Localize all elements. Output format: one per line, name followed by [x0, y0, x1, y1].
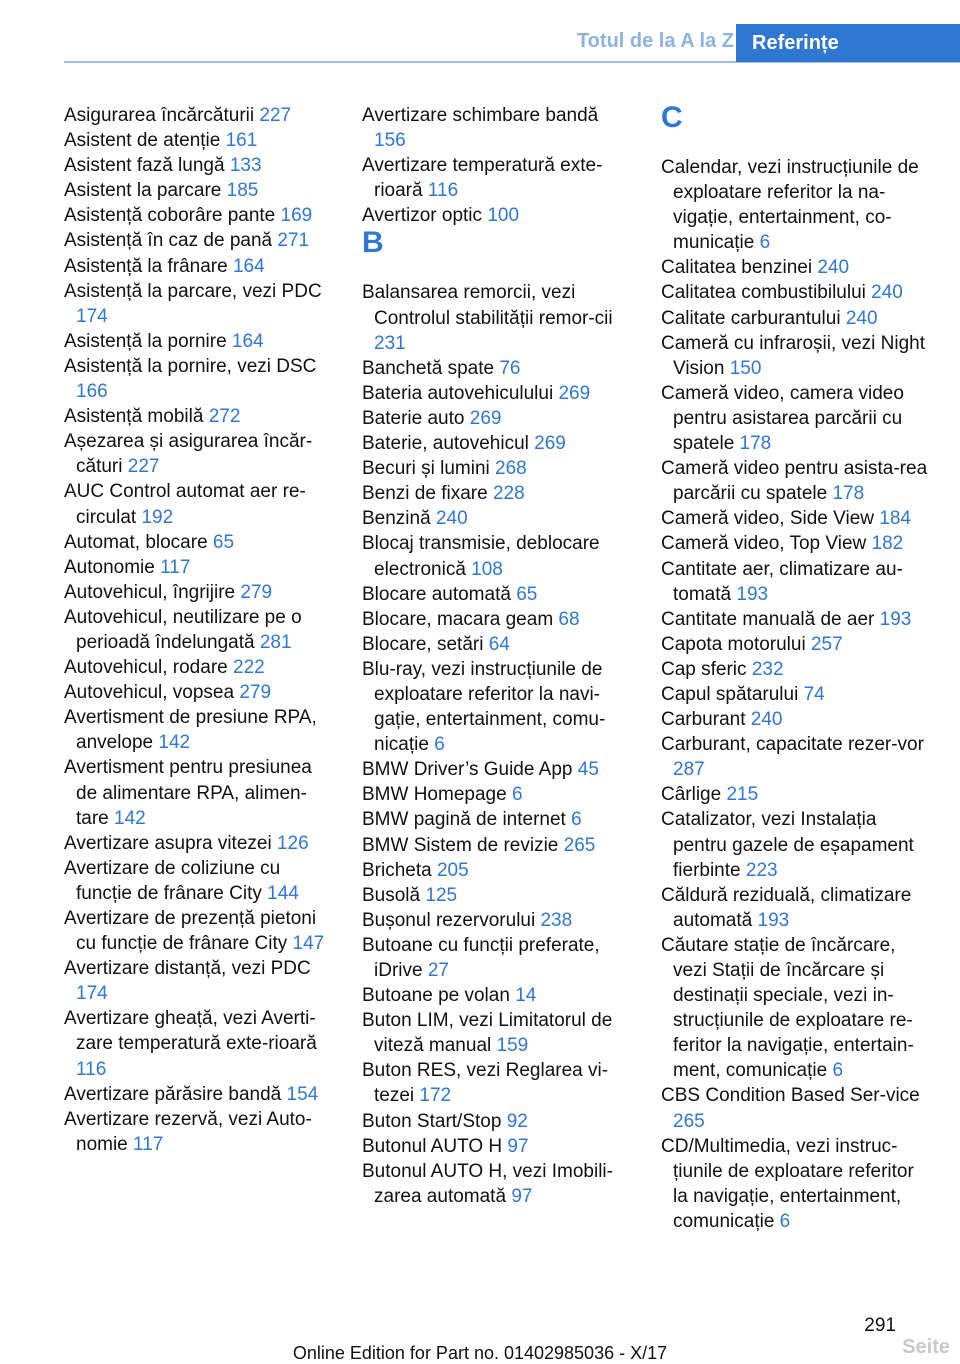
- index-entry: [661, 456, 933, 506]
- page-reference-link[interactable]: 169: [280, 205, 313, 227]
- index-term: Buton LIM, vezi Limitatorul de viteză manual: [362, 1010, 613, 1057]
- index-entry: [362, 983, 632, 1008]
- index-term: Cantitate manuală de aer: [661, 608, 880, 630]
- index-term: Bricheta: [362, 859, 437, 881]
- index-entry: [362, 657, 632, 757]
- index-entry: [661, 632, 933, 657]
- index-entry: [362, 833, 632, 858]
- index-entry: [661, 280, 933, 305]
- index-term: Avertizare gheață, vezi Averti‐zare temperatură exte‐rioară: [64, 1008, 317, 1055]
- index-term: Avertisment de presiune RPA, anvelope: [64, 707, 317, 754]
- page-number: 291: [864, 1315, 896, 1336]
- index-entry: [64, 530, 336, 555]
- index-term: Asistență la pornire: [64, 330, 232, 352]
- page-reference-link[interactable]: 182: [871, 533, 904, 555]
- index-term: BMW pagină de internet: [362, 809, 572, 831]
- index-term: Asistență mobilă: [64, 406, 209, 428]
- index-entry: [64, 680, 336, 705]
- index-term: Asistență la frânare: [64, 255, 233, 277]
- index-entry: [661, 607, 933, 632]
- index-column-1: [64, 103, 336, 1157]
- page-reference-link[interactable]: 222: [233, 657, 265, 679]
- index-term: Avertizare părăsire bandă: [64, 1083, 287, 1105]
- index-entry: [64, 479, 336, 529]
- page-reference-link[interactable]: 238: [540, 909, 573, 931]
- index-entry: [64, 555, 336, 580]
- page-reference-link[interactable]: 14: [515, 985, 537, 1007]
- page-reference-link[interactable]: 100: [487, 205, 520, 227]
- page-reference-link[interactable]: 117: [160, 556, 191, 578]
- index-entry: [64, 279, 336, 329]
- index-entry: [362, 632, 632, 657]
- page-reference-link[interactable]: 193: [757, 909, 790, 931]
- page-reference-link[interactable]: 279: [240, 581, 273, 603]
- page-reference-link[interactable]: 6: [511, 784, 523, 806]
- index-term: BMW Driver’s Guide App: [362, 759, 578, 781]
- index-term: Asistent de atenție: [64, 130, 226, 152]
- page-reference-link[interactable]: 240: [817, 257, 850, 279]
- index-term: BMW Homepage: [362, 784, 512, 806]
- index-term: Avertizare de prezență pietoni cu funcție de frânare City: [64, 908, 317, 955]
- index-entry: [661, 782, 933, 807]
- page-reference-link[interactable]: 178: [739, 433, 772, 455]
- index-entry: [661, 657, 933, 682]
- index-entry: [362, 356, 632, 381]
- page-reference-link[interactable]: 6: [571, 809, 582, 831]
- page-reference-link[interactable]: 192: [141, 506, 174, 528]
- index-term: Calitatea benzinei: [661, 257, 818, 279]
- index-entry: [362, 933, 632, 983]
- index-entry: [64, 1082, 336, 1107]
- page-reference-link[interactable]: 172: [419, 1085, 452, 1107]
- page-reference-link[interactable]: 281: [259, 631, 292, 653]
- page-reference-link[interactable]: 279: [239, 682, 272, 704]
- index-term: Avertizare de coliziune cu funcție de frânare City: [64, 857, 281, 904]
- index-entry: [362, 431, 632, 456]
- page-reference-link[interactable]: 287: [673, 759, 705, 781]
- index-term: Asigurarea încărcăturii: [64, 105, 260, 126]
- index-term: Autovehicul, îngrijire: [64, 581, 241, 603]
- watermark-text: Seite: [902, 1336, 950, 1358]
- page-reference-link[interactable]: 215: [726, 784, 759, 806]
- index-term: Baterie auto: [362, 407, 470, 429]
- index-column-3: [661, 103, 933, 1234]
- index-entry: [362, 1109, 632, 1134]
- index-entry: [64, 580, 336, 605]
- index-term: Buton Start/Stop: [362, 1110, 507, 1132]
- index-term: Autovehicul, rodare: [64, 657, 233, 679]
- index-term: Asistent fază lungă: [64, 155, 230, 177]
- index-term: Avertizor optic: [362, 205, 488, 227]
- page-reference-link[interactable]: 269: [558, 382, 591, 404]
- index-term: Catalizator, vezi Instalația pentru gazele de eșapament fierbinte: [661, 809, 914, 881]
- index-term: Banchetă spate: [362, 357, 500, 379]
- page-reference-link[interactable]: 64: [488, 633, 510, 655]
- page-reference-link[interactable]: 161: [225, 130, 258, 152]
- page-reference-link[interactable]: 240: [845, 307, 878, 329]
- page-reference-link[interactable]: 257: [810, 633, 843, 655]
- page-reference-link[interactable]: 271: [277, 230, 310, 252]
- index-term: Cantitate aer, climatizare au‐tomată: [661, 558, 903, 605]
- index-entry: [362, 1134, 632, 1159]
- index-term: Blocare automată: [362, 583, 517, 605]
- index-term: Buton RES, vezi Reglarea vi‐tezei: [362, 1060, 609, 1107]
- page-reference-link[interactable]: 223: [745, 859, 778, 881]
- index-term: Avertisment pentru presiunea de alimentare RPA, alimen‐tare: [64, 757, 312, 829]
- index-entry: [64, 178, 336, 203]
- index-entry: [362, 381, 632, 406]
- index-entry: [661, 807, 933, 882]
- index-term: Butoane cu funcții preferate, iDrive: [362, 934, 600, 981]
- page-reference-link[interactable]: 108: [471, 558, 503, 580]
- page-reference-link[interactable]: 156: [374, 130, 406, 152]
- index-term: Autonomie: [64, 556, 161, 578]
- page-reference-link[interactable]: 65: [516, 583, 538, 605]
- index-entry: [661, 506, 933, 531]
- page-reference-link[interactable]: 116: [427, 180, 459, 202]
- index-entry: [362, 103, 632, 153]
- page-reference-link[interactable]: 144: [267, 882, 299, 904]
- index-entry: [362, 782, 632, 807]
- page-reference-link[interactable]: 97: [507, 1135, 529, 1157]
- index-entry: [64, 655, 336, 680]
- page-reference-link[interactable]: 166: [76, 381, 108, 403]
- index-term: Carburant: [661, 709, 751, 731]
- index-term: Busolă: [362, 884, 426, 906]
- index-term: Blu-ray, vezi instrucțiunile de exploatare referitor la navi‐gație, entertainment, comu‐nicație: [362, 658, 606, 756]
- index-entry: [362, 582, 632, 607]
- index-term: BMW Sistem de revizie: [362, 834, 564, 856]
- index-entry: [64, 605, 336, 655]
- index-term: Autovehicul, neutilizare pe o perioadă îndelungată: [64, 606, 302, 653]
- index-term: Calitatea combustibilului: [661, 282, 872, 304]
- page-reference-link[interactable]: 6: [434, 734, 445, 756]
- page-reference-link[interactable]: 116: [76, 1058, 107, 1080]
- index-column-2: [362, 103, 632, 1209]
- page-reference-link[interactable]: 68: [558, 608, 580, 630]
- index-entry: [64, 1107, 336, 1157]
- page-reference-link[interactable]: 65: [212, 531, 235, 553]
- page-reference-link[interactable]: 164: [231, 330, 264, 352]
- index-entry: [661, 707, 933, 732]
- index-entry: [661, 732, 933, 782]
- page-reference-link[interactable]: 76: [499, 357, 521, 379]
- index-entry: [661, 331, 933, 381]
- index-entry: [64, 228, 336, 253]
- index-term: Becuri și lumini: [362, 458, 496, 480]
- index-term: Cameră cu infraroșii, vezi Night Vision: [661, 332, 925, 379]
- page-reference-link[interactable]: 240: [435, 508, 468, 530]
- page-reference-link[interactable]: 240: [871, 282, 903, 304]
- page-reference-link[interactable]: 142: [114, 807, 146, 829]
- index-term: Calitate carburantului: [661, 307, 846, 329]
- index-entry: [64, 831, 336, 856]
- index-term: Căutare stație de încărcare, vezi Stații de încărcare și destinații speciale, vezi in‐strucțiunile de exploatare re‐feritor la navigație, entertain‐ment, comunicație: [661, 934, 914, 1082]
- page-reference-link[interactable]: 228: [492, 483, 525, 505]
- index-term: Avertizare temperatură exte‐rioară: [362, 155, 603, 202]
- page-reference-link[interactable]: 268: [495, 458, 527, 480]
- index-entry: [64, 128, 336, 153]
- index-term: Căldură reziduală, climatizare automată: [661, 884, 912, 931]
- index-entry: [362, 153, 632, 203]
- page-reference-link[interactable]: 227: [127, 456, 160, 478]
- index-term: Cap sferic: [661, 658, 752, 680]
- index-letter-heading: C: [661, 101, 683, 134]
- page-reference-link[interactable]: 174: [76, 983, 108, 1005]
- index-entry: [64, 429, 336, 479]
- page-reference-link[interactable]: 45: [577, 759, 599, 781]
- page-reference-link[interactable]: 185: [226, 180, 259, 202]
- page-reference-link[interactable]: 154: [286, 1083, 319, 1105]
- index-term: Carburant, capacitate rezer‐vor: [661, 734, 924, 756]
- index-entry: [362, 883, 632, 908]
- page-reference-link[interactable]: 6: [759, 232, 771, 254]
- page-reference-link[interactable]: 164: [232, 255, 265, 277]
- page-reference-link[interactable]: 240: [750, 709, 783, 731]
- index-entry: [661, 155, 933, 255]
- index-term: Capota motorului: [661, 633, 811, 655]
- page-reference-link[interactable]: 6: [779, 1210, 791, 1232]
- index-term: Butoane pe volan: [362, 985, 516, 1007]
- index-entry: [362, 1008, 632, 1058]
- index-entry: [362, 481, 632, 506]
- index-term: Automat, blocare: [64, 531, 213, 553]
- index-term: Blocare, setări: [362, 633, 489, 655]
- index-entry: [64, 153, 336, 178]
- index-entry: [661, 883, 933, 933]
- page-reference-link[interactable]: 231: [374, 332, 406, 354]
- index-entry: [661, 682, 933, 707]
- index-term: Baterie, autovehicul: [362, 433, 535, 455]
- page-reference-link[interactable]: 142: [158, 732, 191, 754]
- page-reference-link[interactable]: 269: [469, 407, 502, 429]
- index-letter-heading: B: [362, 226, 384, 260]
- page-reference-link[interactable]: 126: [276, 832, 309, 854]
- index-entry: [362, 1159, 632, 1209]
- index-entry: [64, 203, 336, 228]
- page-reference-link[interactable]: 193: [736, 583, 769, 605]
- page-reference-link[interactable]: 269: [534, 433, 566, 455]
- index-entry: [661, 531, 933, 556]
- index-entry: [362, 506, 632, 531]
- page-reference-link[interactable]: 265: [563, 834, 596, 856]
- index-term: Avertizare asupra vitezei: [64, 832, 277, 854]
- index-entry: [661, 1083, 933, 1133]
- page-reference-link[interactable]: 272: [208, 406, 241, 428]
- page-reference-link[interactable]: 205: [436, 859, 469, 881]
- index-term: AUC Control automat aer re‐circulat: [64, 481, 306, 528]
- index-entry: [64, 1006, 336, 1081]
- page-reference-link[interactable]: 117: [133, 1133, 164, 1155]
- index-entry: [362, 607, 632, 632]
- index-term: Avertizare rezervă, vezi Auto‐nomie: [64, 1108, 312, 1155]
- index-entry: [64, 354, 336, 404]
- index-entry: [362, 807, 632, 832]
- index-entry: [661, 381, 933, 456]
- page-reference-link[interactable]: 178: [832, 483, 865, 505]
- index-term: Asistență în caz de pană: [64, 230, 278, 252]
- index-entry: [362, 858, 632, 883]
- index-term: Asistență la pornire, vezi DSC: [64, 355, 317, 377]
- index-entry: [64, 103, 336, 128]
- chapter-tab: Referințe: [736, 24, 960, 62]
- index-entry: [64, 329, 336, 354]
- index-term: Asistență coborâre pante: [64, 205, 281, 227]
- index-term: CBS Condition Based Ser‐vice: [661, 1085, 920, 1107]
- page-reference-link[interactable]: 159: [496, 1035, 529, 1057]
- index-entry: [362, 1058, 632, 1108]
- page-reference-link[interactable]: 125: [425, 884, 458, 906]
- page-reference-link[interactable]: 97: [511, 1185, 533, 1207]
- section-title: Totul de la A la Z: [576, 30, 734, 52]
- index-term: Cameră video pentru asista‐rea parcării cu spatele: [661, 458, 928, 505]
- page-reference-link[interactable]: 6: [832, 1060, 844, 1082]
- index-entry: [362, 456, 632, 481]
- page-reference-link[interactable]: 133: [229, 155, 262, 177]
- index-term: CD/Multimedia, vezi instruc‐țiunile de exploatare referitor la navigație, entertainment, comunicație: [661, 1135, 914, 1232]
- index-entry: [64, 956, 336, 1006]
- index-entry: [661, 1134, 933, 1234]
- page-reference-link[interactable]: 232: [751, 658, 784, 680]
- index-term: Autovehicul, vopsea: [64, 682, 240, 704]
- index-term: Balansarea remorcii, vezi Controlul stabilității remor‐cii: [362, 282, 613, 329]
- index-entry: [661, 557, 933, 607]
- index-entry: [661, 255, 933, 280]
- page-header: [0, 24, 960, 62]
- page-reference-link[interactable]: 92: [506, 1110, 528, 1132]
- index-term: Butonul AUTO H, vezi Imobili‐zarea automată: [362, 1160, 613, 1207]
- index-entry: [362, 406, 632, 431]
- index-entry: [64, 856, 336, 906]
- index-term: Blocaj transmisie, deblocare electronică: [362, 533, 600, 580]
- index-term: Benzi de fixare: [362, 483, 493, 505]
- index-entry: [64, 705, 336, 755]
- index-term: Asistență la parcare, vezi PDC: [64, 280, 322, 302]
- index-term: Cameră video, Top View: [661, 533, 872, 555]
- index-term: Blocare, macara geam: [362, 608, 559, 630]
- page-reference-link[interactable]: 174: [76, 305, 108, 327]
- index-entry: [362, 203, 632, 228]
- index-term: Asistent la parcare: [64, 180, 227, 202]
- page-reference-link[interactable]: 265: [673, 1110, 705, 1132]
- page-reference-link[interactable]: 147: [292, 933, 325, 955]
- index-term: Benzină: [362, 508, 436, 530]
- page-reference-link[interactable]: 150: [729, 357, 762, 379]
- index-term: Capul spătarului: [661, 683, 804, 705]
- index-entry: [362, 531, 632, 581]
- index-entry: [362, 757, 632, 782]
- index-entry: [64, 254, 336, 279]
- index-term: Avertizare schimbare bandă: [362, 105, 599, 126]
- index-term: Bușonul rezervorului: [362, 909, 541, 931]
- page-reference-link[interactable]: 184: [879, 508, 911, 530]
- index-term: Avertizare distanță, vezi PDC: [64, 958, 311, 980]
- page-reference-link[interactable]: 227: [259, 105, 292, 126]
- index-entry: [661, 306, 933, 331]
- index-term: Cârlige: [661, 784, 727, 806]
- page-reference-link[interactable]: 27: [427, 960, 449, 981]
- index-entry: [64, 906, 336, 956]
- footer-edition: Online Edition for Part no. 01402985036 - X/17: [292, 1343, 668, 1363]
- index-term: Cameră video, Side View: [661, 508, 880, 530]
- page-reference-link[interactable]: 193: [879, 608, 912, 630]
- index-term: Butonul AUTO H: [362, 1135, 508, 1157]
- index-entry: [362, 280, 632, 355]
- index-term: Calendar, vezi instrucțiunile de exploatare referitor la na‐vigație, entertainment, co‐municație: [661, 157, 919, 254]
- index-entry: [661, 933, 933, 1084]
- index-entry: [64, 755, 336, 830]
- index-term: Așezarea și asigurarea încăr‐cături: [64, 431, 313, 478]
- page-reference-link[interactable]: 74: [803, 683, 825, 705]
- index-entry: [64, 404, 336, 429]
- index-term: Cameră video, camera video pentru asistarea parcării cu spatele: [661, 382, 904, 455]
- index-term: Bateria autovehiculului: [362, 382, 559, 404]
- index-entry: [362, 908, 632, 933]
